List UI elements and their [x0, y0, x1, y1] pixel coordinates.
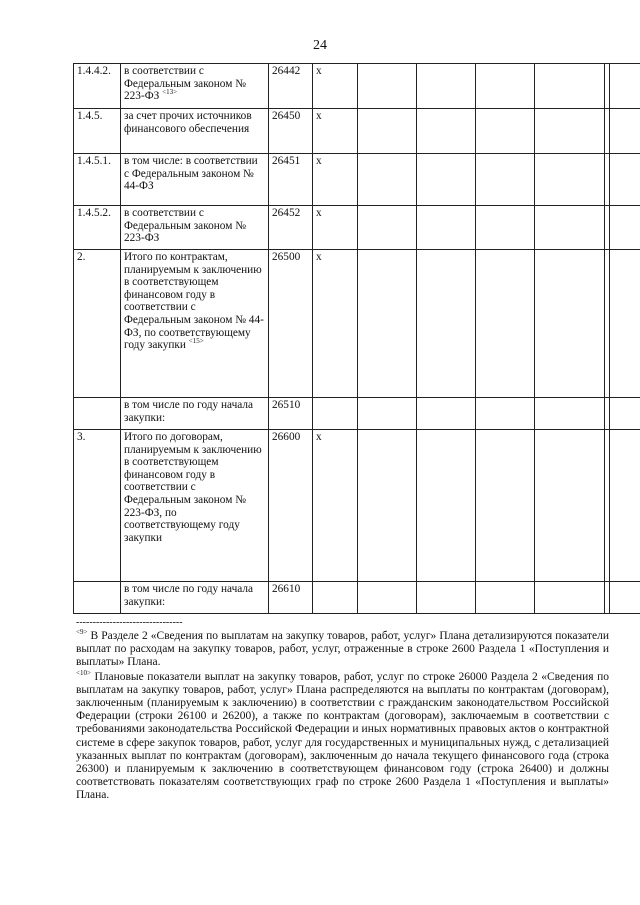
row-name — [121, 582, 269, 614]
value-cell — [476, 109, 535, 154]
row-code: 26600 — [269, 430, 313, 582]
value-cell — [476, 398, 535, 430]
page-number: 24 — [313, 38, 327, 53]
row-number: 1.4.5.1. — [74, 154, 121, 206]
footnote-10 — [76, 668, 609, 803]
value-cell — [358, 582, 417, 614]
row-number — [74, 582, 121, 614]
footnotes — [76, 630, 609, 803]
row-code: 26450 — [269, 109, 313, 154]
row-number: 1.4.4.2. — [74, 64, 121, 109]
row-number: 2. — [74, 250, 121, 398]
row-name — [121, 430, 269, 582]
value-cell — [417, 582, 476, 614]
value-cell — [476, 250, 535, 398]
value-cell — [535, 64, 605, 109]
value-cell — [535, 430, 605, 582]
value-cell — [417, 250, 476, 398]
value-cell — [358, 64, 417, 109]
payments-table — [73, 63, 640, 614]
value-cell — [417, 64, 476, 109]
footnote-text: В Разделе 2 «Сведения по выплатам на закупку товаров, работ, услуг» Плана детализируются показатели выплат по расходам на закупку товаров, работ, услуг, отраженные в строке 2600 Раздела 1 «Поступления и выплаты» Плана. — [76, 630, 609, 669]
value-cell — [535, 154, 605, 206]
value-cell — [535, 582, 605, 614]
footnote-mark: <9> — [76, 628, 88, 637]
row-number: 3. — [74, 430, 121, 582]
row-code: 26610 — [269, 582, 313, 614]
row-x: x — [313, 109, 358, 154]
value-cell — [417, 206, 476, 250]
row-name — [121, 109, 269, 154]
value-cell — [358, 398, 417, 430]
value-cell — [358, 250, 417, 398]
table-row — [74, 430, 640, 582]
row-x: x — [313, 64, 358, 109]
footnote-mark: <10> — [76, 668, 91, 677]
table-row — [74, 154, 640, 206]
table-row — [74, 398, 640, 430]
value-cell — [610, 582, 640, 614]
row-name-text: в соответствии с Федеральным законом № 223-ФЗ — [124, 65, 246, 103]
value-cell — [610, 206, 640, 250]
value-cell — [358, 206, 417, 250]
value-cell — [476, 430, 535, 582]
footnote-separator: -------------------------------- — [76, 617, 183, 628]
row-code: 26510 — [269, 398, 313, 430]
value-cell — [358, 109, 417, 154]
value-cell — [417, 109, 476, 154]
row-x: x — [313, 206, 358, 250]
row-x — [313, 582, 358, 614]
row-name — [121, 64, 269, 109]
value-cell — [417, 430, 476, 582]
table-row — [74, 582, 640, 614]
row-x: x — [313, 430, 358, 582]
row-number: 1.4.5. — [74, 109, 121, 154]
value-cell — [476, 206, 535, 250]
row-name-text: Итого по контрактам, планируемым к заключению в соответствующем финансовом году в соответствии с Федеральным законом № 44-ФЗ, по соответствующему году закупки — [124, 251, 264, 352]
row-name-text: в том числе по году начала закупки: — [124, 399, 254, 424]
row-name — [121, 250, 269, 398]
value-cell — [535, 109, 605, 154]
value-cell — [476, 582, 535, 614]
row-name-text: в том числе по году начала закупки: — [124, 583, 254, 608]
value-cell — [358, 430, 417, 582]
row-name — [121, 154, 269, 206]
row-name — [121, 398, 269, 430]
row-x — [313, 398, 358, 430]
footnote-text: Плановые показатели выплат на закупку товаров, работ, услуг по строке 26000 Раздела 2 «Сведения по выплатам на закупку товаров, работ, услуг» Плана распределяются на выплаты по контрактам (договорам), заключенным (планируемым к заключению) в соответствии с гражданским законодательством Российской Федерации (строки 26100 и 26200), а также по контрактам (договорам), заключаемым в соответствии с требованиями законодательства Российской Федерации и иных нормативных правовых актов о контрактной системе в сфере закупок товаров, работ, услуг для государственных и муниципальных нужд, с детализацией указанных выплат по контрактам (договорам), заключенным до начала текущего финансового года (строка 26300) и планируемым к заключению в соответствующем финансовом году (строка 26400) и должны соответствовать показателям соответствующих граф по строке 2600 Раздела 1 «Поступления и выплаты» Плана. — [76, 670, 609, 802]
footnote-9 — [76, 630, 609, 670]
value-cell — [358, 154, 417, 206]
row-code: 26452 — [269, 206, 313, 250]
row-x: x — [313, 154, 358, 206]
row-number — [74, 398, 121, 430]
value-cell — [417, 398, 476, 430]
row-name-text: Итого по договорам, планируемым к заключению в соответствующем финансовом году в соответствии с Федеральным законом № 223-ФЗ, по соответствующему году закупки — [124, 431, 262, 544]
row-number: 1.4.5.2. — [74, 206, 121, 250]
table-row — [74, 250, 640, 398]
row-x: x — [313, 250, 358, 398]
table-row — [74, 109, 640, 154]
row-code: 26451 — [269, 154, 313, 206]
value-cell — [535, 206, 605, 250]
footnote-ref: <15> — [188, 337, 204, 346]
row-name-text: за счет прочих источников финансового обеспечения — [124, 110, 252, 135]
value-cell — [610, 154, 640, 206]
value-cell — [535, 398, 605, 430]
table-row — [74, 206, 640, 250]
value-cell — [610, 64, 640, 109]
row-name-text: в соответствии с Федеральным законом № 223-ФЗ — [124, 207, 246, 245]
value-cell — [610, 430, 640, 582]
row-code: 26500 — [269, 250, 313, 398]
value-cell — [476, 64, 535, 109]
table-row — [74, 64, 640, 109]
value-cell — [476, 154, 535, 206]
value-cell — [417, 154, 476, 206]
value-cell — [535, 250, 605, 398]
value-cell — [610, 250, 640, 398]
value-cell — [610, 109, 640, 154]
row-code: 26442 — [269, 64, 313, 109]
footnote-ref: <13> — [162, 88, 178, 97]
row-name-text: в том числе: в соответствии с Федеральным законом № 44-ФЗ — [124, 155, 258, 193]
value-cell — [610, 398, 640, 430]
row-name — [121, 206, 269, 250]
